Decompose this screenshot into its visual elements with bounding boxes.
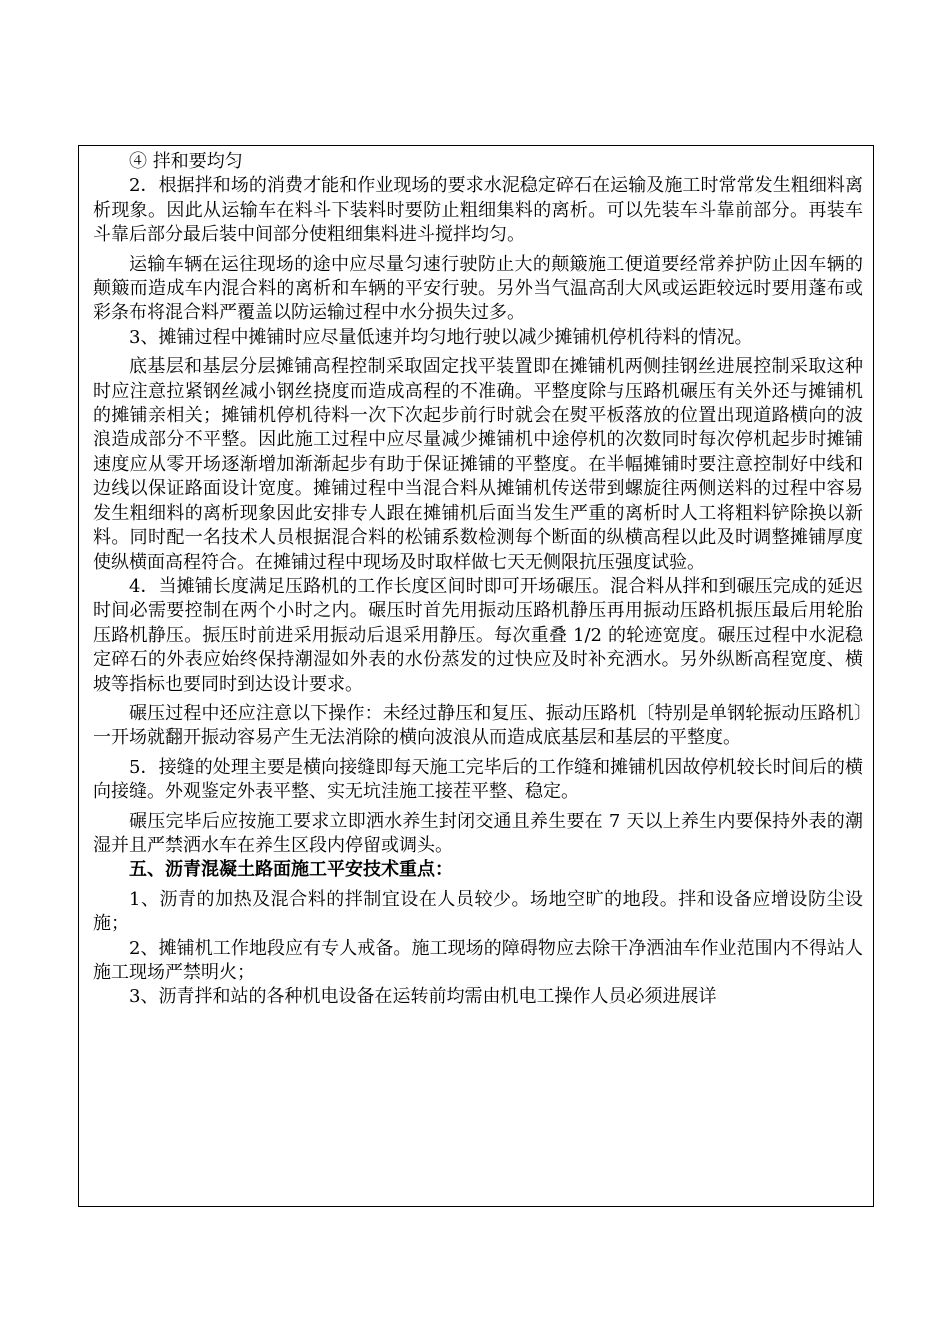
paragraph-segregation: 2．根据拌和场的消费才能和作业现场的要求水泥稳定碎石在运输及施工时常常发生粗细料离析现象。因此从运输车在料斗下装料时要防止粗细集料的离析。可以先装车斗靠前部分。再装车斗靠后部分最后装中间部分使粗细集料进斗搅拌均匀。 — [93, 175, 863, 246]
paragraph-curing: 碾压完毕后应按施工要求立即洒水养生封闭交通且养生要在 7 天以上养生内要保持外表的潮湿并且严禁洒水车在养生区段内停留或调头。 — [93, 810, 863, 856]
paragraph-mix-uniform: ④ 拌和要均匀 — [129, 151, 243, 172]
paragraph-asphalt-1: 1、沥青的加热及混合料的拌制宜设在人员较少。场地空旷的地段。拌和设备应增设防尘设施； — [93, 888, 863, 935]
document-frame — [78, 145, 874, 1207]
paragraph-joints: 5．接缝的处理主要是横向接缝即每天施工完毕后的工作缝和摊铺机因故停机较长时间后的横向接缝。外观鉴定外表平整、实无坑洼施工接茬平整、稳定。 — [93, 756, 863, 803]
paragraph-elevation-control: 底基层和基层分层摊铺高程控制采取固定找平装置即在摊铺机两侧挂钢丝进展控制采取这种时应注意拉紧钢丝减小钢丝挠度而造成高程的不准确。平整度除与压路机碾压有关外还与摊铺机的摊铺亲相关；摊铺机停机待料一次下次起步前行时就会在熨平板落放的位置出现道路横向的波浪造成部分不平整。因此施工过程中应尽量减少摊铺机中途停机的次数同时每次停机起步时摊铺速度应从零开场逐渐增加渐渐起步有助于保证摊铺的平整度。在半幅摊铺时要注意控制好中线和边线以保证路面设计宽度。摊铺过程中当混合料从摊铺机传送带到螺旋往两侧送料的过程中容易发生粗细料的离析现象因此安排专人跟在摊铺机后面当发生严重的离析时人工将粗料铲除换以新料。同时配一名技术人员根据混合料的松铺系数检测每个断面的纵横高程以此及时调整摊铺厚度使纵横面高程符合。在摊铺过程中现场及时取样做七天无侧限抗压强度试验。 — [93, 356, 863, 573]
paragraph-asphalt-2: 2、摊铺机工作地段应有专人戒备。施工现场的障碍物应去除干净洒油车作业范围内不得站人施工现场严禁明火； — [93, 937, 863, 983]
section-heading-asphalt: 五、沥青混凝土路面施工平安技术重点： — [129, 859, 453, 881]
paragraph-transport: 运输车辆在运往现场的途中应尽量匀速行驶防止大的颠簸施工便道要经常养护防止因车辆的颠簸而造成车内混合料的离析和车辆的平安行驶。另外当气温高刮大风或运距较远时要用蓬布或彩条布将混合料严覆盖以防运输过程中水分损失过多。 — [93, 253, 863, 324]
paragraph-compaction-notes: 碾压过程中还应注意以下操作：未经过静压和复压、振动压路机〔特别是单钢轮振动压路机〕一开场就翻开振动容易产生无法消除的横向波浪从而造成底基层和基层的平整度。 — [93, 702, 863, 749]
document-body — [93, 150, 863, 1010]
paragraph-compaction: 4．当摊铺长度满足压路机的工作长度区间时即可开场碾压。混合料从拌和到碾压完成的延迟时间必需要控制在两个小时之内。碾压时首先用振动压路机静压再用振动压路机振压最后用轮胎压路机静压。振压时前进采用振动后退采用静压。每次重叠 1/2 的轮迹宽度。碾压过程中水泥稳定碎石的外表应始终保持潮湿如外表的水份蒸发的过快应及时补充洒水。另外纵断高程宽度、横坡等指标也要同时到达设计要求。 — [93, 575, 863, 695]
paragraph-paving-speed: 3、摊铺过程中摊铺时应尽量低速并均匀地行驶以减少摊铺机停机待料的情况。 — [129, 326, 753, 348]
paragraph-asphalt-3: 3、沥青拌和站的各种机电设备在运转前均需由机电工操作人员必须进展详 — [129, 986, 717, 1008]
